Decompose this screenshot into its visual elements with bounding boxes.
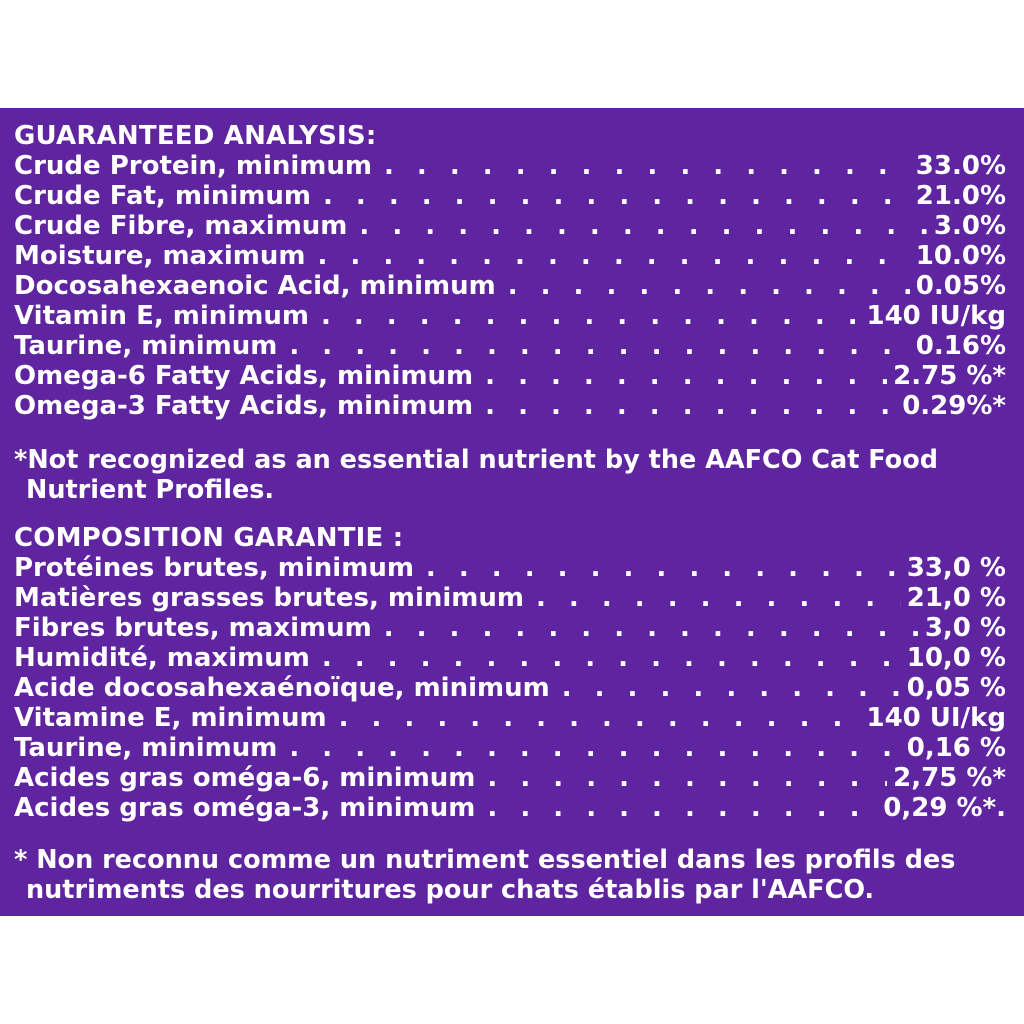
leader-dots (487, 793, 877, 823)
analysis-label: Vitamine E, minimum (14, 703, 327, 733)
analysis-label: Omega-3 Fatty Acids, minimum (14, 391, 474, 421)
analysis-label: Acides gras oméga-3, minimum (14, 793, 476, 823)
leader-dots (323, 181, 910, 211)
analysis-value: 21.0% (915, 181, 1006, 211)
footnote-line: *Not recognized as an essential nutrient by the AAFCO Cat Food (14, 445, 938, 475)
footnote-line: nutriments des nourritures pour chats établis par l'AAFCO. (26, 875, 875, 905)
analysis-value: 2.75 %* (893, 361, 1006, 391)
analysis-row (14, 553, 1006, 583)
leader-dots (384, 613, 919, 643)
analysis-row (14, 301, 1006, 331)
analysis-row (14, 733, 1006, 763)
analysis-label: Docosahexaenoic Acid, minimum (14, 271, 496, 301)
leader-dots (485, 361, 887, 391)
analysis-label: Crude Protein, minimum (14, 151, 372, 181)
analysis-label: Protéines brutes, minimum (14, 553, 414, 583)
analysis-value: 140 IU/kg (866, 301, 1006, 331)
leader-dots (289, 733, 900, 763)
analysis-row (14, 391, 1006, 421)
analysis-value: 2,75 %* (893, 763, 1006, 793)
analysis-label: Taurine, minimum (14, 331, 278, 361)
footnote-line: Nutrient Profiles. (26, 475, 275, 505)
spacer (14, 505, 1006, 523)
nutrition-panel (0, 108, 1024, 916)
leader-dots (508, 271, 910, 301)
analysis-row (14, 583, 1006, 613)
spacer (14, 823, 1006, 845)
analysis-row (14, 643, 1006, 673)
analysis-label: Crude Fat, minimum (14, 181, 311, 211)
leader-dots (562, 673, 901, 703)
analysis-value: 0.16% (915, 331, 1006, 361)
analysis-label: Matières grasses brutes, minimum (14, 583, 524, 613)
analysis-label: Omega-6 Fatty Acids, minimum (14, 361, 474, 391)
analysis-value: 33,0 % (906, 553, 1006, 583)
analysis-row (14, 361, 1006, 391)
analysis-row (14, 763, 1006, 793)
analysis-label: Vitamin E, minimum (14, 301, 309, 331)
leader-dots (536, 583, 901, 613)
footnote-line: * Non reconnu comme un nutriment essentiel dans les profils des (14, 845, 956, 875)
leader-dots (384, 151, 910, 181)
analysis-label: Acides gras oméga-6, minimum (14, 763, 476, 793)
analysis-label: Moisture, maximum (14, 241, 306, 271)
leader-dots (485, 391, 896, 421)
english-analysis-list (14, 151, 1006, 421)
spacer (14, 421, 1006, 445)
analysis-value: 0,16 % (906, 733, 1006, 763)
analysis-row (14, 613, 1006, 643)
leader-dots (321, 301, 861, 331)
analysis-row (14, 181, 1006, 211)
french-analysis-list (14, 553, 1006, 823)
analysis-value: 10.0% (915, 241, 1006, 271)
analysis-value: 0.05% (915, 271, 1006, 301)
analysis-label: Crude Fibre, maximum (14, 211, 348, 241)
analysis-value: 3,0 % (924, 613, 1006, 643)
leader-dots (322, 643, 901, 673)
analysis-value: 0,29 %*. (883, 793, 1006, 823)
french-footnote (14, 845, 1006, 905)
analysis-row (14, 241, 1006, 271)
analysis-row (14, 151, 1006, 181)
leader-dots (359, 211, 927, 241)
analysis-row (14, 793, 1006, 823)
analysis-value: 33.0% (915, 151, 1006, 181)
english-footnote (14, 445, 1006, 505)
analysis-value: 0.29%* (902, 391, 1006, 421)
analysis-row (14, 703, 1006, 733)
analysis-value: 10,0 % (906, 643, 1006, 673)
composition-garantie-heading: COMPOSITION GARANTIE : (14, 523, 404, 553)
analysis-row (14, 331, 1006, 361)
analysis-label: Humidité, maximum (14, 643, 310, 673)
analysis-row (14, 211, 1006, 241)
analysis-label: Acide docosahexaénoïque, minimum (14, 673, 550, 703)
leader-dots (339, 703, 861, 733)
leader-dots (289, 331, 909, 361)
analysis-value: 0,05 % (906, 673, 1006, 703)
leader-dots (317, 241, 909, 271)
analysis-row (14, 673, 1006, 703)
analysis-value: 3.0% (933, 211, 1006, 241)
analysis-label: Fibres brutes, maximum (14, 613, 372, 643)
analysis-row (14, 271, 1006, 301)
analysis-value: 140 UI/kg (866, 703, 1006, 733)
leader-dots (487, 763, 887, 793)
analysis-label: Taurine, minimum (14, 733, 278, 763)
guaranteed-analysis-heading: GUARANTEED ANALYSIS: (14, 121, 377, 151)
leader-dots (426, 553, 901, 583)
analysis-value: 21,0 % (906, 583, 1006, 613)
